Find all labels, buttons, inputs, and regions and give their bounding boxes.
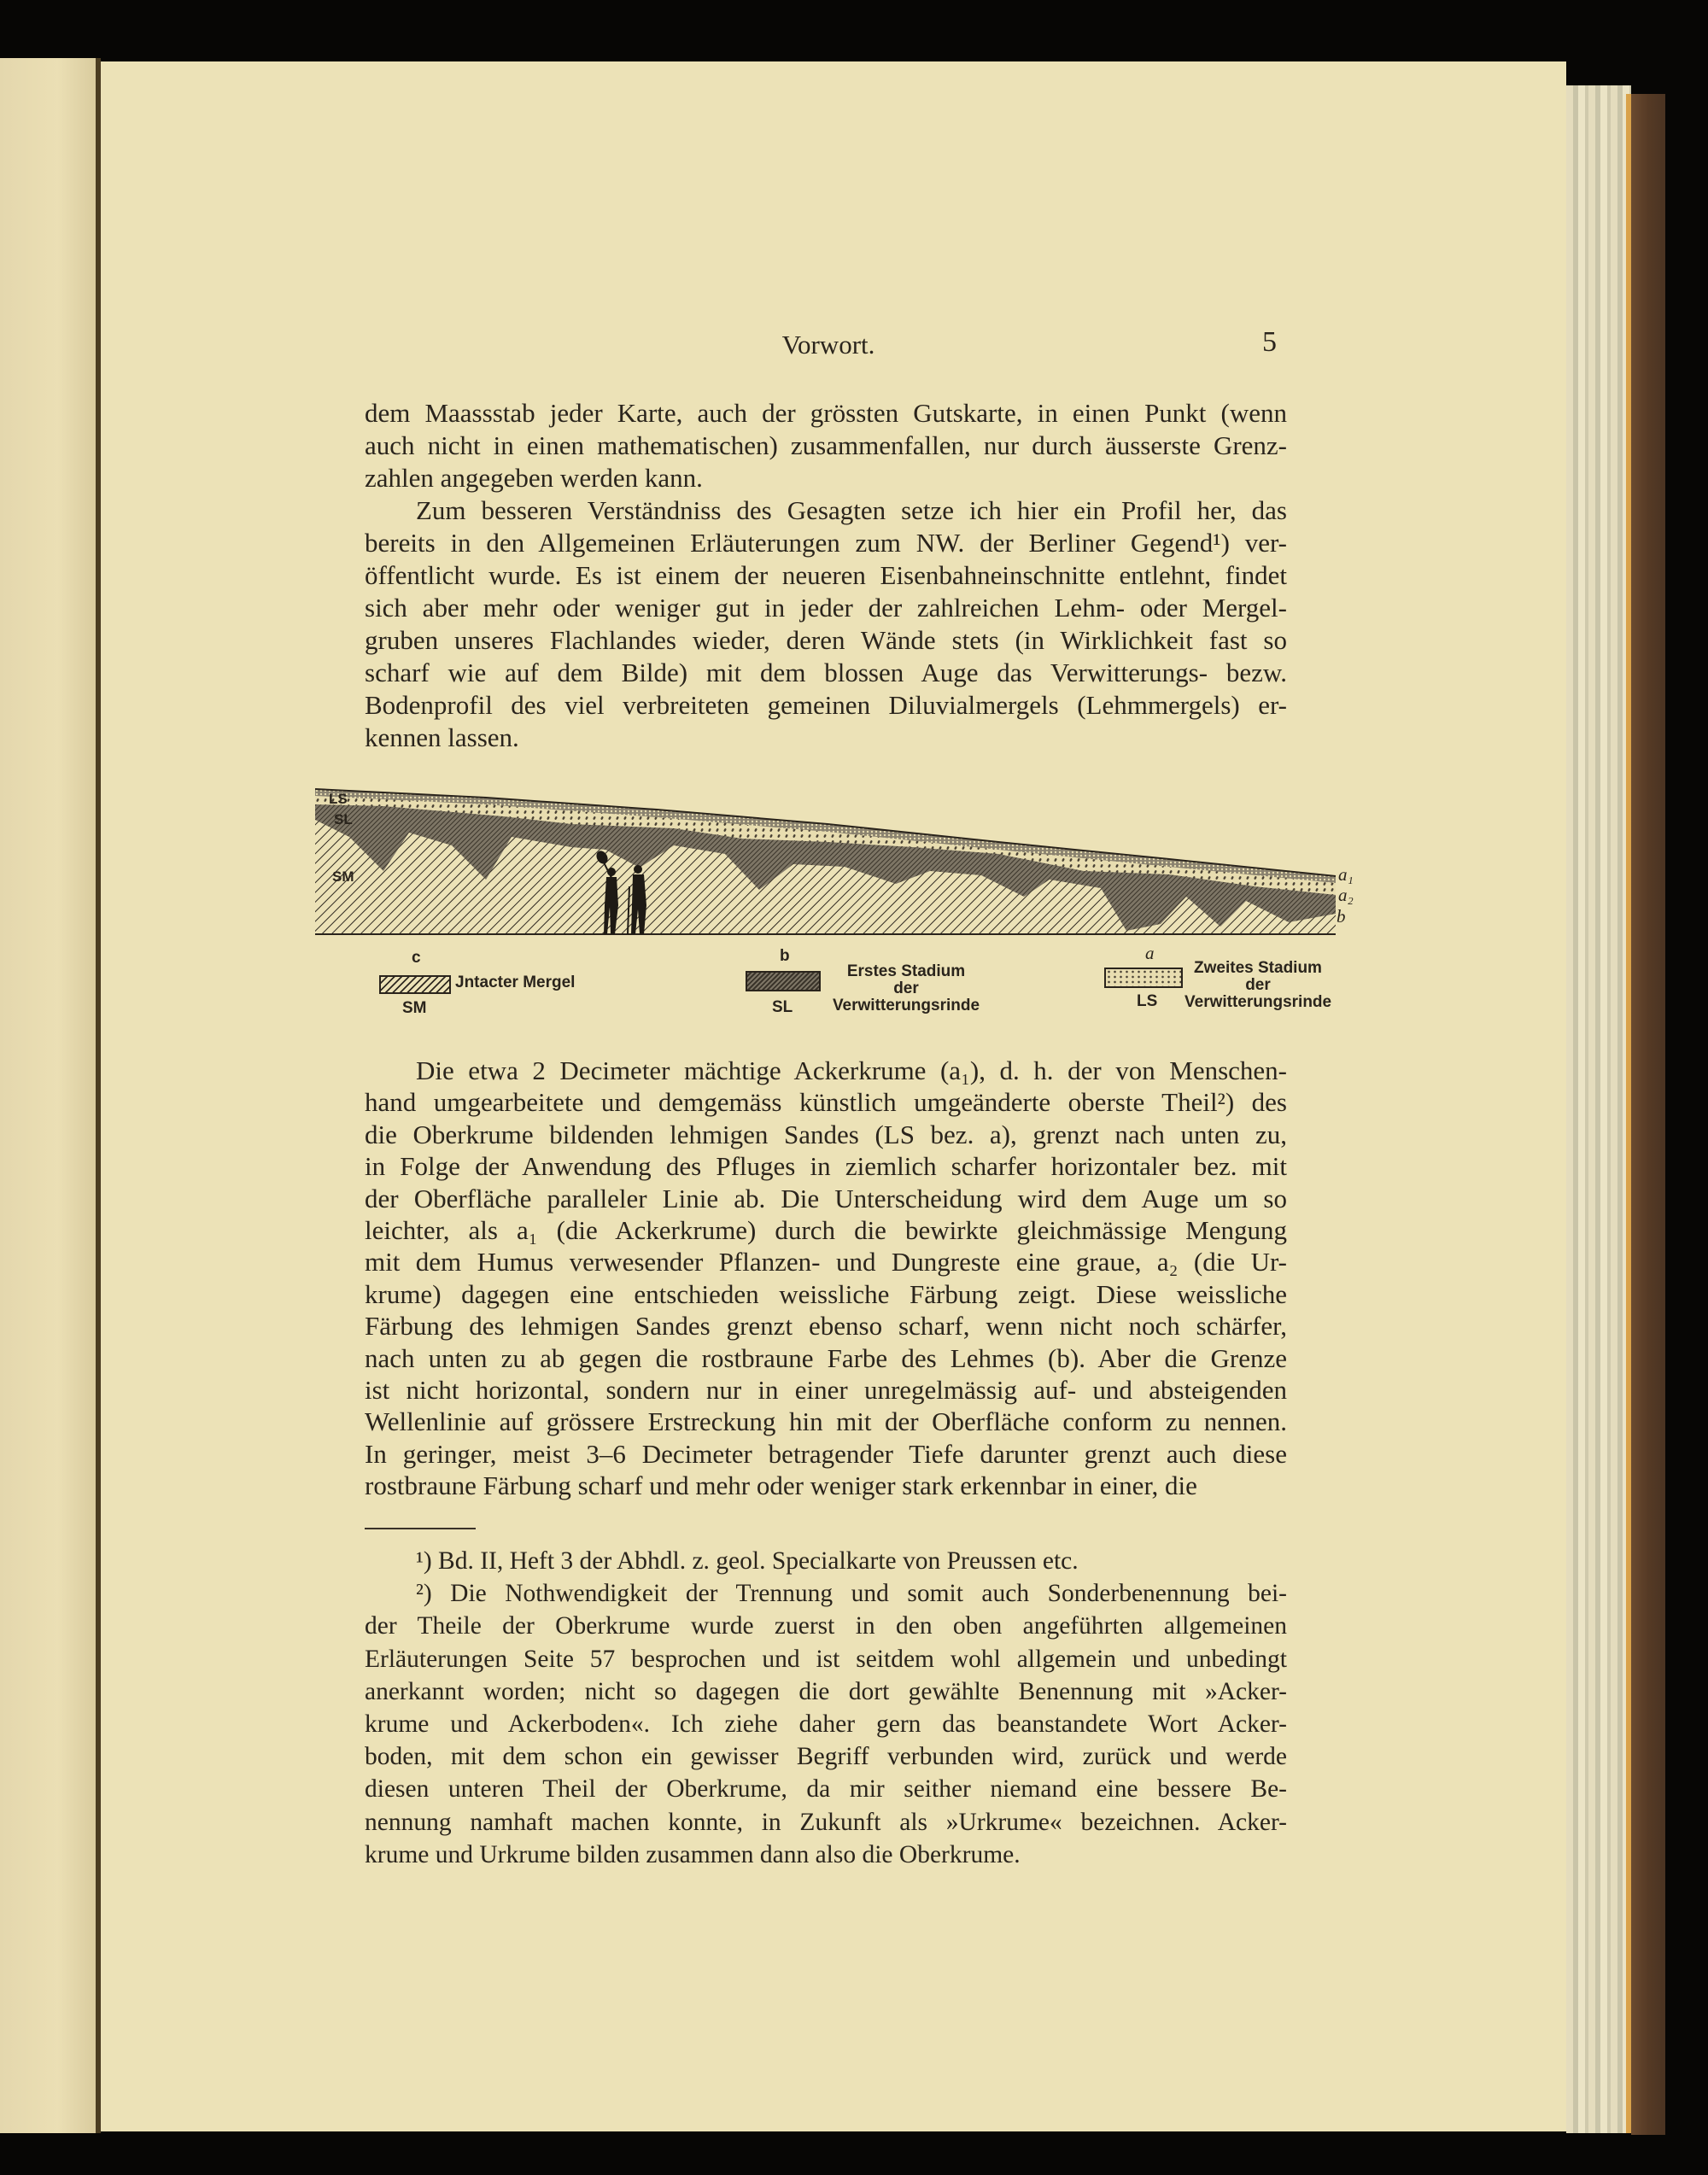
text-line: krume und Ackerboden«. Ich ziehe daher gern das beanstandete Wort Acker- [365, 1710, 1287, 1738]
legend-text [824, 963, 988, 1014]
text-line: nach unten zu ab gegen die rostbraune Farbe des Lehmes (b). Aber die Grenze [365, 1342, 1287, 1373]
legend-text-line: Zweites Stadium [1194, 959, 1322, 977]
text-line: krume und Urkrume bilden zusammen dann also die Oberkrume. [365, 1840, 1021, 1868]
legend-code: SL [772, 998, 793, 1016]
legend-letter: b [780, 947, 790, 965]
text-line: auch nicht in einen mathematischen) zusammenfallen, nur durch äusserste Grenz- [365, 430, 1287, 460]
text-line: öffentlicht wurde. Es ist einem der neueren Eisenbahneinschnitte entlehnt, findet [365, 560, 1287, 590]
legend-text-line: der [1245, 976, 1271, 994]
text-line: krume) dagegen eine entschieden weissliche Färbung zeigt. Diese weissliche [365, 1278, 1287, 1309]
text-line: Erläuterungen Seite 57 besprochen und ist seitdem wohl allgemein und unbedingt [365, 1645, 1287, 1673]
text-line: sich aber mehr oder weniger gut in jeder der zahlreichen Lehm- oder Mergel- [365, 593, 1287, 623]
text-line: die Oberkrume bildenden lehmigen Sandes (LS bez. a), grenzt nach unten zu, [365, 1119, 1287, 1149]
text-line: zahlen angegeben werden kann. [365, 463, 703, 493]
text-line: kennen lassen. [365, 722, 519, 752]
text-line: Wellenlinie auf grössere Erstreckung hin mit der Oberfläche conform zu nennen. [365, 1406, 1287, 1437]
paragraph-profile-description [365, 1055, 1287, 1501]
legend-text-line: Verwitterungsrinde [832, 997, 980, 1014]
legend-text [1184, 960, 1331, 1011]
legend-swatch-hatched [379, 975, 451, 994]
legend-swatch-dotted [1104, 968, 1183, 988]
book-cover-edge [1631, 94, 1665, 2135]
text-line: hand umgearbeitete und demgemäss künstlich umgeänderte oberste Theil²) des [365, 1087, 1287, 1118]
text-line: scharf wie auf dem Bilde) mit dem blossen Auge das Verwitterungs- bezw. [365, 658, 1287, 687]
text-line: ist nicht horizontal, sondern nur in einer unregelmässig auf- und absteigenden [365, 1374, 1287, 1405]
legend-swatch-dark-hatched [746, 971, 821, 991]
legend-text: Jntacter Mergel [455, 973, 576, 991]
text-line: der Theile der Oberkrume wurde zuerst in den oben angeführten allgemeinen [365, 1612, 1287, 1640]
profile-label-sl: SL [334, 811, 353, 827]
profile-label-sm: SM [332, 868, 354, 885]
legend-letter: a [1145, 943, 1155, 963]
profile-label-a1: a₁ [1338, 864, 1354, 885]
text-line: ¹) Bd. II, Heft 3 der Abhdl. z. geol. Specialkarte von Preussen etc. [416, 1547, 1079, 1575]
legend-text-line: Verwitterungsrinde [1184, 993, 1332, 1011]
text-line: rostbraune Färbung scharf und mehr oder weniger stark erkennbar in einer, die [365, 1470, 1197, 1501]
legend-code: LS [1137, 992, 1158, 1010]
legend-text-line: Erstes Stadium [846, 962, 966, 980]
paragraphs-top [365, 397, 1287, 754]
text-line: Die etwa 2 Decimeter mächtige Ackerkrume (a₁), d. h. der von Menschen- [416, 1055, 1287, 1085]
text-line: ²) Die Nothwendigkeit der Trennung und somit auch Sonderbenennung bei- [416, 1580, 1287, 1608]
text-line: gruben unseres Flachlandes wieder, deren Wände stets (in Wirklichkeit fast so [365, 625, 1287, 655]
text-line: leichter, als a₁ (die Ackerkrume) durch die bewirkte gleichmässige Mengung [365, 1214, 1287, 1245]
profile-label-a2: a₂ [1338, 885, 1354, 905]
text-line: Färbung des lehmigen Sandes grenzt ebenso scharf, wenn nicht noch schärfer, [365, 1311, 1287, 1342]
page-edges [1566, 85, 1631, 2133]
text-line: nennung namhaft machen konnte, in Zukunft als »Urkrume« bezeichnen. Acker- [365, 1808, 1287, 1836]
running-header: Vorwort. [781, 330, 875, 360]
text-line: In geringer, meist 3–6 Decimeter betragender Tiefe darunter grenzt auch diese [365, 1438, 1287, 1469]
text-line: boden, mit dem schon ein gewisser Begriff verbunden wird, zurück und werde [365, 1743, 1287, 1771]
profile-label-b: b [1337, 906, 1346, 927]
legend-code: SM [402, 999, 427, 1017]
soil-profile-drawing [315, 786, 1340, 939]
footnotes [365, 1545, 1287, 1871]
profile-label-ls: LS [329, 791, 348, 807]
text-line: dem Maassstab jeder Karte, auch der grössten Gutskarte, in einen Punkt (wenn [365, 398, 1287, 428]
text-line: Bodenprofil des viel verbreiteten gemeinen Diluvialmergels (Lehmmergels) er- [365, 690, 1287, 720]
soil-profile-figure [315, 786, 1354, 1017]
text-line: bereits in den Allgemeinen Erläuterungen zum NW. der Berliner Gegend¹) ver- [365, 528, 1287, 558]
footnote-divider [365, 1528, 476, 1529]
legend-letter: c [412, 949, 421, 967]
text-line: diesen unteren Theil der Oberkrume, da mir seither niemand eine bessere Be- [365, 1775, 1287, 1804]
text-line: Zum besseren Verständniss des Gesagten setze ich hier ein Profil her, das [416, 495, 1287, 525]
text-line: der Oberfläche paralleler Linie ab. Die Unterscheidung wird dem Auge um so [365, 1183, 1287, 1213]
text-line: anerkannt worden; nicht so dagegen die dort gewählte Benennung mit »Acker- [365, 1677, 1287, 1705]
left-page-edge [0, 58, 97, 2133]
page-number: 5 [1262, 326, 1277, 358]
text-line: mit dem Humus verwesender Pflanzen- und Dungreste eine graue, a₂ (die Ur- [365, 1247, 1287, 1278]
text-line: in Folge der Anwendung des Pfluges in ziemlich scharfer horizontaler bez. mit [365, 1151, 1287, 1182]
legend-text-line: der [893, 979, 919, 997]
